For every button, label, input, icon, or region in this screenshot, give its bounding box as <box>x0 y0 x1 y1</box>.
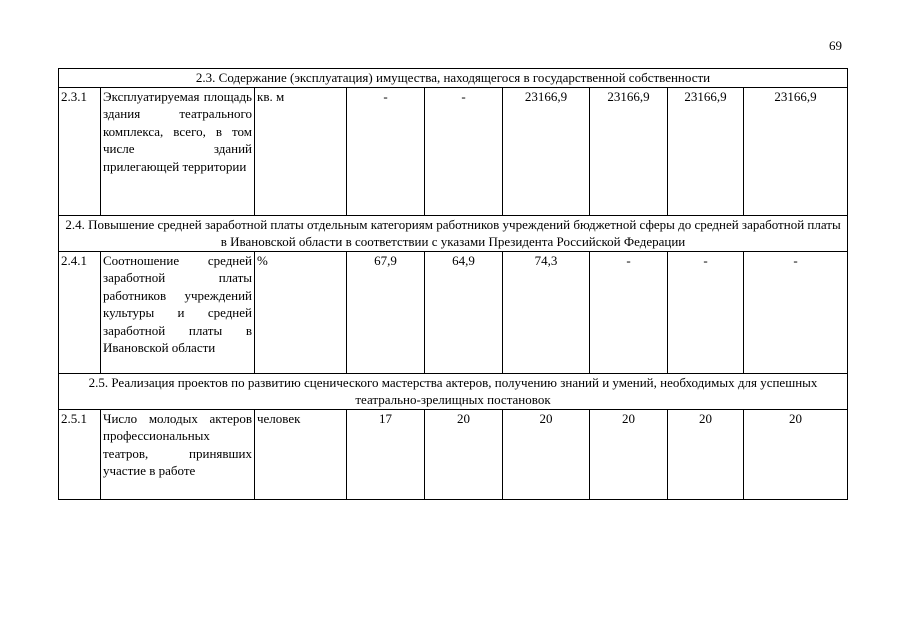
indicator-name: Эксплуатируемая площадь здания театрального комплекса, всего, в том числе зданий прилегающей территории <box>101 87 255 215</box>
value-cell: 23166,9 <box>503 87 590 215</box>
value-cell: 23166,9 <box>744 87 848 215</box>
indicator-name: Число молодых актеров профессиональных театров, принявших участие в работе <box>101 409 255 499</box>
page-number: 69 <box>829 38 842 53</box>
value-cell: - <box>744 251 848 373</box>
value-cell: 20 <box>744 409 848 499</box>
indicator-name: Соотношение средней заработной платы работников учреждений культуры и средней заработной платы в Ивановской области <box>101 251 255 373</box>
row-number: 2.5.1 <box>59 409 101 499</box>
value-cell: 67,9 <box>347 251 425 373</box>
value-cell: 20 <box>425 409 503 499</box>
section-row-2-3 <box>59 69 848 88</box>
row-number: 2.4.1 <box>59 251 101 373</box>
value-cell: - <box>425 87 503 215</box>
value-cell: 20 <box>668 409 744 499</box>
unit-cell: человек <box>255 409 347 499</box>
value-cell: 23166,9 <box>668 87 744 215</box>
section-row-2-5 <box>59 373 848 409</box>
value-cell: 74,3 <box>503 251 590 373</box>
value-cell: 17 <box>347 409 425 499</box>
indicators-table <box>58 68 848 500</box>
value-cell: 23166,9 <box>590 87 668 215</box>
value-cell: - <box>347 87 425 215</box>
table-row <box>59 409 848 499</box>
row-number: 2.3.1 <box>59 87 101 215</box>
section-title: 2.4. Повышение средней заработной платы отдельным категориям работников учреждений бюджетной сферы до средней заработной платы в Ивановской области в соответствии с указами Президента Российской Федерации <box>59 215 848 251</box>
unit-cell: % <box>255 251 347 373</box>
section-title: 2.5. Реализация проектов по развитию сценического мастерства актеров, получению знаний и умений, необходимых для успешных театрально-зрелищных постановок <box>59 373 848 409</box>
unit-cell: кв. м <box>255 87 347 215</box>
table-row <box>59 87 848 215</box>
value-cell: 20 <box>503 409 590 499</box>
value-cell: 64,9 <box>425 251 503 373</box>
section-title: 2.3. Содержание (эксплуатация) имущества, находящегося в государственной собственности <box>59 69 848 88</box>
value-cell: - <box>668 251 744 373</box>
section-row-2-4 <box>59 215 848 251</box>
value-cell: 20 <box>590 409 668 499</box>
value-cell: - <box>590 251 668 373</box>
table-row <box>59 251 848 373</box>
